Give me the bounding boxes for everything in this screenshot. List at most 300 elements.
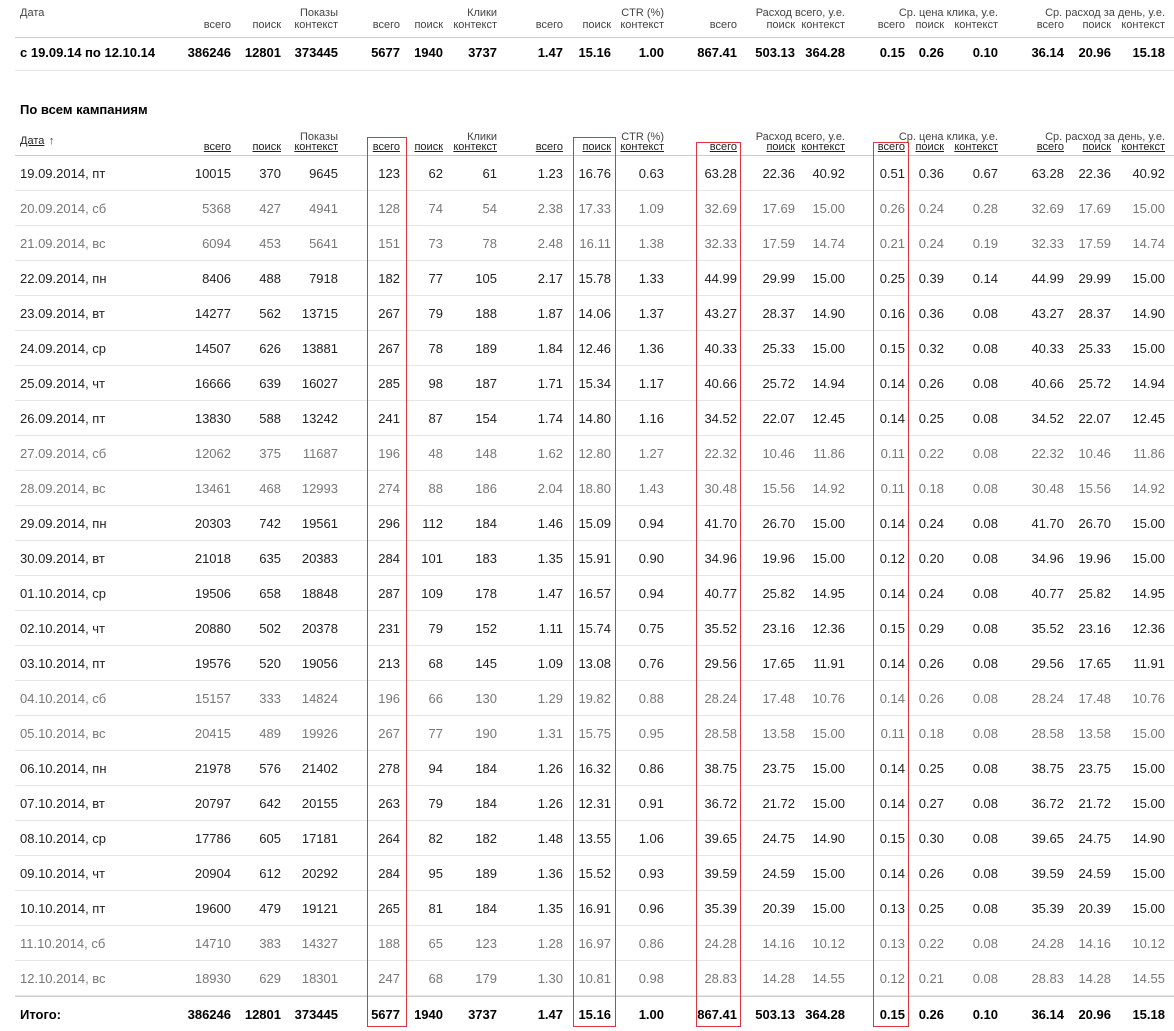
cell-clicks-context: 145 — [475, 656, 497, 671]
cell-clicks-context: 178 — [475, 586, 497, 601]
cell-cpc-context: 0.08 — [972, 516, 998, 531]
cell-spend-context: 14.92 — [812, 481, 845, 496]
cell-cpc-total: 0.13 — [879, 901, 905, 916]
row-date: 28.09.2014, вс — [20, 481, 106, 496]
cell-ctr-total: 1.46 — [537, 516, 563, 531]
cell-spend-context: 14.95 — [812, 586, 845, 601]
cell-cpc-context: 0.67 — [972, 166, 998, 181]
cell-clicks-total: 287 — [378, 586, 400, 601]
cell-clicks-total: 231 — [378, 621, 400, 636]
cell-clicks-context: 189 — [475, 866, 497, 881]
row-date: 10.10.2014, пт — [20, 901, 106, 916]
cell-daily-context: 11.91 — [1133, 656, 1165, 671]
cell-spend-search: 28.37 — [762, 306, 795, 321]
cell-ctr-total: 1.36 — [537, 866, 563, 881]
total-daily-search: 20.96 — [1078, 1007, 1111, 1022]
cell-cpc-search: 0.22 — [918, 936, 944, 951]
total-shows-context: 373445 — [294, 1007, 338, 1022]
cell-shows-context: 5641 — [309, 236, 338, 251]
cell-ctr-total: 1.26 — [537, 761, 563, 776]
cell-daily-total: 63.28 — [1031, 166, 1064, 181]
cell-spend-total: 38.75 — [704, 761, 737, 776]
cell-cpc-total: 0.14 — [879, 796, 905, 811]
cell-clicks-search: 79 — [428, 796, 443, 811]
subheader-clicks-context: контекст — [453, 19, 497, 31]
cell-clicks-search: 68 — [428, 656, 443, 671]
cell-daily-total: 22.32 — [1031, 446, 1064, 461]
cell-ctr-context: 1.27 — [638, 446, 664, 461]
summary-shows-total: 386246 — [187, 45, 231, 60]
subheader-clicks-total[interactable]: всего — [372, 141, 400, 153]
total-daily-total: 36.14 — [1031, 1007, 1064, 1022]
cell-clicks-search: 101 — [421, 551, 443, 566]
cell-shows-context: 13881 — [301, 341, 338, 356]
cell-ctr-context: 1.38 — [638, 236, 664, 251]
cell-shows-search: 489 — [259, 726, 281, 741]
total-shows-total: 386246 — [187, 1007, 231, 1022]
cell-cpc-total: 0.14 — [879, 376, 905, 391]
subheader-shows-search: поиск — [252, 19, 281, 31]
cell-spend-context: 14.55 — [812, 971, 845, 986]
cell-ctr-search: 14.80 — [578, 411, 611, 426]
cell-ctr-context: 0.93 — [638, 866, 664, 881]
cell-daily-search: 26.70 — [1078, 516, 1111, 531]
cell-shows-total: 21978 — [194, 761, 231, 776]
row-date: 23.09.2014, вт — [20, 306, 105, 321]
cell-daily-search: 17.59 — [1078, 236, 1111, 251]
cell-shows-context: 19926 — [301, 726, 338, 741]
cell-ctr-context: 0.86 — [638, 761, 664, 776]
cell-shows-context: 12993 — [301, 481, 338, 496]
cell-daily-total: 39.59 — [1031, 866, 1064, 881]
cell-spend-search: 29.99 — [762, 271, 795, 286]
cell-clicks-total: 284 — [378, 866, 400, 881]
summary-ctr-total: 1.47 — [537, 45, 563, 60]
cell-spend-total: 28.24 — [704, 691, 737, 706]
cell-clicks-context: 182 — [475, 831, 497, 846]
subheader-cpc-search[interactable]: поиск — [915, 141, 944, 153]
cell-daily-total: 41.70 — [1031, 516, 1064, 531]
cell-shows-search: 453 — [259, 236, 281, 251]
cell-ctr-total: 1.09 — [537, 656, 563, 671]
cell-shows-context: 11687 — [302, 446, 338, 461]
cell-clicks-context: 188 — [475, 306, 497, 321]
cell-ctr-total: 1.28 — [537, 936, 563, 951]
cell-cpc-context: 0.08 — [972, 411, 998, 426]
subheader-spend-context[interactable]: контекст — [801, 141, 845, 153]
summary-shows-header: Показы — [299, 7, 338, 19]
cell-clicks-search: 68 — [428, 971, 443, 986]
cell-ctr-context: 1.09 — [638, 201, 664, 216]
cell-shows-context: 7918 — [309, 271, 338, 286]
cell-cpc-total: 0.15 — [879, 341, 905, 356]
subheader-clicks-search[interactable]: поиск — [414, 141, 443, 153]
cell-daily-search: 24.59 — [1078, 866, 1111, 881]
cell-spend-total: 44.99 — [704, 271, 737, 286]
cell-cpc-context: 0.08 — [972, 971, 998, 986]
cell-cpc-search: 0.26 — [918, 656, 944, 671]
cell-cpc-total: 0.13 — [879, 936, 905, 951]
highlight-cpc-total — [873, 142, 909, 1027]
date-sort-link[interactable]: Дата — [20, 135, 45, 147]
cell-spend-search: 26.70 — [762, 516, 795, 531]
cell-clicks-search: 88 — [428, 481, 443, 496]
cell-clicks-search: 77 — [428, 271, 443, 286]
cell-daily-search: 23.75 — [1078, 761, 1111, 776]
cell-cpc-total: 0.12 — [879, 971, 905, 986]
cell-clicks-total: 123 — [378, 166, 400, 181]
cell-ctr-context: 0.94 — [638, 586, 664, 601]
cell-clicks-context: 183 — [475, 551, 497, 566]
cell-shows-context: 19121 — [301, 901, 338, 916]
cell-ctr-total: 1.30 — [537, 971, 563, 986]
cell-spend-total: 22.32 — [704, 446, 737, 461]
cell-daily-context: 14.95 — [1132, 586, 1165, 601]
subheader-shows-context[interactable]: контекст — [294, 141, 338, 153]
cell-clicks-total: 284 — [378, 551, 400, 566]
cell-shows-search: 639 — [259, 376, 281, 391]
row-date: 27.09.2014, сб — [20, 446, 107, 461]
cell-shows-search: 370 — [259, 166, 281, 181]
row-date: 26.09.2014, пт — [20, 411, 106, 426]
cell-ctr-search: 16.11 — [579, 236, 611, 251]
cell-ctr-context: 0.96 — [638, 901, 664, 916]
cell-ctr-total: 1.31 — [537, 726, 563, 741]
subheader-daily-search: поиск — [1082, 19, 1111, 31]
summary-spend-search: 503.13 — [755, 45, 795, 60]
cell-shows-context: 20378 — [301, 621, 338, 636]
cell-cpc-context: 0.08 — [972, 901, 998, 916]
cell-clicks-total: 151 — [378, 236, 400, 251]
cell-ctr-total: 1.62 — [537, 446, 563, 461]
total-clicks-context: 3737 — [468, 1007, 497, 1022]
cell-daily-total: 29.56 — [1031, 656, 1064, 671]
cell-daily-context: 15.00 — [1132, 201, 1165, 216]
cell-daily-total: 34.52 — [1031, 411, 1064, 426]
total-shows-search: 12801 — [244, 1007, 281, 1022]
cell-shows-search: 629 — [259, 971, 281, 986]
cell-clicks-total: 196 — [378, 446, 400, 461]
cell-cpc-search: 0.26 — [918, 376, 944, 391]
cell-cpc-context: 0.19 — [972, 236, 998, 251]
cell-ctr-total: 1.47 — [537, 586, 563, 601]
cell-spend-search: 17.59 — [762, 236, 795, 251]
cell-shows-context: 4941 — [309, 201, 338, 216]
subheader-cpc-search: поиск — [915, 19, 944, 31]
sort-arrow-icon: ↑ — [48, 135, 55, 147]
cell-cpc-search: 0.30 — [918, 831, 944, 846]
cell-spend-search: 19.96 — [762, 551, 795, 566]
cell-daily-context: 12.36 — [1132, 621, 1165, 636]
cell-daily-total: 36.72 — [1031, 796, 1064, 811]
cell-daily-context: 14.94 — [1132, 376, 1165, 391]
cell-ctr-total: 1.71 — [537, 376, 563, 391]
cell-daily-search: 25.82 — [1078, 586, 1111, 601]
cell-cpc-search: 0.25 — [918, 411, 944, 426]
total-label: Итого: — [20, 1007, 61, 1022]
cell-ctr-total: 2.04 — [537, 481, 563, 496]
cell-ctr-search: 10.81 — [578, 971, 611, 986]
cell-cpc-search: 0.27 — [918, 796, 944, 811]
cell-shows-search: 383 — [259, 936, 281, 951]
cell-ctr-search: 15.78 — [578, 271, 611, 286]
summary-clicks-search: 1940 — [414, 45, 443, 60]
cell-shows-search: 502 — [259, 621, 281, 636]
subheader-clicks-search: поиск — [414, 19, 443, 31]
cell-daily-total: 30.48 — [1031, 481, 1064, 496]
subheader-daily-total: всего — [1036, 19, 1064, 31]
cell-cpc-search: 0.18 — [918, 726, 944, 741]
summary-ctr-context: 1.00 — [638, 45, 664, 60]
cell-spend-total: 24.28 — [704, 936, 737, 951]
cell-cpc-search: 0.32 — [918, 341, 944, 356]
cell-daily-search: 17.65 — [1078, 656, 1111, 671]
cell-clicks-search: 62 — [428, 166, 443, 181]
subheader-shows-total: всего — [203, 19, 231, 31]
row-date: 12.10.2014, вс — [20, 971, 106, 986]
cell-spend-search: 20.39 — [762, 901, 795, 916]
cell-clicks-search: 74 — [428, 201, 443, 216]
cell-cpc-total: 0.26 — [879, 201, 905, 216]
total-clicks-total: 5677 — [371, 1007, 400, 1022]
cell-cpc-search: 0.25 — [918, 901, 944, 916]
subheader-ctr-search[interactable]: поиск — [582, 141, 611, 153]
cell-ctr-search: 15.34 — [578, 376, 611, 391]
cell-shows-search: 479 — [259, 901, 281, 916]
cell-shows-search: 488 — [259, 271, 281, 286]
cell-cpc-total: 0.15 — [879, 621, 905, 636]
ctr-header: CTR (%) — [621, 131, 664, 143]
cell-spend-context: 15.00 — [812, 866, 845, 881]
cell-clicks-total: 296 — [378, 516, 400, 531]
cell-shows-total: 10015 — [194, 166, 231, 181]
cell-shows-total: 20880 — [194, 621, 231, 636]
subheader-daily-total[interactable]: всего — [1036, 141, 1064, 153]
subheader-shows-total[interactable]: всего — [203, 141, 231, 153]
row-date: 29.09.2014, пн — [20, 516, 107, 531]
cell-spend-search: 24.59 — [762, 866, 795, 881]
cell-cpc-total: 0.16 — [879, 306, 905, 321]
cell-ctr-context: 0.86 — [638, 936, 664, 951]
subheader-ctr-total[interactable]: всего — [535, 141, 563, 153]
cell-ctr-context: 1.17 — [638, 376, 664, 391]
cell-daily-total: 34.96 — [1031, 551, 1064, 566]
cell-ctr-search: 15.75 — [578, 726, 611, 741]
cell-clicks-context: 78 — [482, 236, 497, 251]
row-date: 03.10.2014, пт — [20, 656, 106, 671]
cell-ctr-search: 15.52 — [578, 866, 611, 881]
cell-clicks-context: 190 — [475, 726, 497, 741]
total-daily-context: 15.18 — [1132, 1007, 1165, 1022]
cell-cpc-context: 0.08 — [972, 691, 998, 706]
cell-spend-context: 40.92 — [812, 166, 845, 181]
cell-shows-search: 468 — [259, 481, 281, 496]
total-spend-context: 364.28 — [805, 1007, 845, 1022]
cell-clicks-search: 109 — [421, 586, 443, 601]
cell-cpc-context: 0.08 — [972, 936, 998, 951]
cell-daily-total: 43.27 — [1031, 306, 1064, 321]
cell-daily-search: 25.33 — [1078, 341, 1111, 356]
cell-ctr-total: 2.38 — [537, 201, 563, 216]
cell-clicks-search: 48 — [428, 446, 443, 461]
cell-cpc-total: 0.11 — [880, 481, 905, 496]
total-spend-total: 867.41 — [697, 1007, 737, 1022]
cell-clicks-total: 213 — [378, 656, 400, 671]
cell-ctr-context: 0.75 — [638, 621, 664, 636]
summary-ctr-search: 15.16 — [578, 45, 611, 60]
summary-shows-context: 373445 — [294, 45, 338, 60]
cell-cpc-search: 0.18 — [918, 481, 944, 496]
cell-spend-context: 15.00 — [812, 201, 845, 216]
subheader-spend-search[interactable]: поиск — [766, 141, 795, 153]
total-clicks-search: 1940 — [414, 1007, 443, 1022]
cell-cpc-context: 0.08 — [972, 796, 998, 811]
cpc-header: Ср. цена клика, у.е. — [898, 131, 998, 143]
cell-cpc-total: 0.11 — [880, 726, 905, 741]
cell-shows-context: 13715 — [301, 306, 338, 321]
shows-header: Показы — [299, 131, 338, 143]
cell-clicks-total: 263 — [378, 796, 400, 811]
cell-daily-search: 25.72 — [1078, 376, 1111, 391]
cell-shows-total: 20415 — [194, 726, 231, 741]
cell-spend-search: 22.07 — [762, 411, 795, 426]
cell-shows-search: 742 — [259, 516, 281, 531]
subheader-ctr-context[interactable]: контекст — [620, 141, 664, 153]
cell-daily-search: 13.58 — [1078, 726, 1111, 741]
subheader-daily-search[interactable]: поиск — [1082, 141, 1111, 153]
cell-daily-total: 32.69 — [1031, 201, 1064, 216]
summary-daily-header: Ср. расход за день, у.е. — [1045, 7, 1165, 19]
cell-cpc-total: 0.14 — [879, 866, 905, 881]
total-cpc-total: 0.15 — [879, 1007, 905, 1022]
cell-clicks-search: 82 — [428, 831, 443, 846]
subheader-spend-context: контекст — [801, 19, 845, 31]
cell-daily-search: 23.16 — [1078, 621, 1111, 636]
cell-ctr-context: 0.94 — [638, 516, 664, 531]
cell-daily-total: 40.66 — [1031, 376, 1064, 391]
cell-spend-total: 30.48 — [704, 481, 737, 496]
cell-daily-search: 22.36 — [1078, 166, 1111, 181]
summary-daily-search: 20.96 — [1078, 45, 1111, 60]
subheader-cpc-total[interactable]: всего — [877, 141, 905, 153]
cell-clicks-context: 184 — [475, 796, 497, 811]
subheader-cpc-context[interactable]: контекст — [954, 141, 998, 153]
summary-divider-bottom — [15, 70, 1174, 71]
cell-shows-context: 20383 — [301, 551, 338, 566]
cell-cpc-search: 0.24 — [918, 236, 944, 251]
subheader-daily-context[interactable]: контекст — [1121, 141, 1165, 153]
row-date: 08.10.2014, ср — [20, 831, 107, 846]
cell-clicks-total: 285 — [378, 376, 400, 391]
cell-shows-search: 635 — [259, 551, 281, 566]
cell-spend-total: 28.58 — [704, 726, 737, 741]
cell-cpc-search: 0.26 — [918, 866, 944, 881]
subheader-shows-search[interactable]: поиск — [252, 141, 281, 153]
cell-spend-search: 10.46 — [762, 446, 795, 461]
subheader-spend-total[interactable]: всего — [709, 141, 737, 153]
cell-daily-search: 22.07 — [1078, 411, 1111, 426]
cell-shows-search: 642 — [259, 796, 281, 811]
cell-ctr-total: 1.29 — [537, 691, 563, 706]
cell-spend-total: 43.27 — [704, 306, 737, 321]
cell-shows-search: 612 — [259, 866, 281, 881]
cell-spend-search: 23.75 — [762, 761, 795, 776]
cell-shows-total: 14507 — [194, 341, 231, 356]
highlight-clicks-total — [367, 137, 407, 1027]
row-date: 09.10.2014, чт — [20, 866, 106, 881]
summary-date-header: Дата — [20, 7, 45, 19]
cell-spend-context: 11.86 — [813, 446, 845, 461]
cell-spend-search: 13.58 — [762, 726, 795, 741]
subheader-shows-context: контекст — [294, 19, 338, 31]
cell-ctr-search: 15.09 — [578, 516, 611, 531]
cell-ctr-total: 1.87 — [537, 306, 563, 321]
cell-shows-total: 12062 — [194, 446, 231, 461]
row-date: 25.09.2014, чт — [20, 376, 106, 391]
cell-ctr-context: 0.95 — [638, 726, 664, 741]
cell-spend-context: 15.00 — [812, 516, 845, 531]
cell-daily-context: 11.86 — [1133, 446, 1165, 461]
cell-ctr-total: 1.11 — [538, 621, 563, 636]
cell-clicks-context: 184 — [475, 761, 497, 776]
cell-clicks-total: 274 — [378, 481, 400, 496]
subheader-cpc-context: контекст — [954, 19, 998, 31]
cell-daily-search: 19.96 — [1078, 551, 1111, 566]
cell-spend-context: 15.00 — [812, 271, 845, 286]
cell-spend-total: 36.72 — [704, 796, 737, 811]
highlight-ctr-search — [573, 137, 616, 1027]
cell-daily-search: 15.56 — [1078, 481, 1111, 496]
cell-clicks-total: 267 — [378, 341, 400, 356]
subheader-clicks-context[interactable]: контекст — [453, 141, 497, 153]
cell-shows-total: 13830 — [194, 411, 231, 426]
cell-spend-total: 29.56 — [704, 656, 737, 671]
cell-clicks-search: 87 — [428, 411, 443, 426]
cell-clicks-context: 54 — [482, 201, 497, 216]
cell-ctr-search: 16.76 — [578, 166, 611, 181]
cell-spend-total: 39.59 — [704, 866, 737, 881]
cell-clicks-total: 128 — [378, 201, 400, 216]
cell-daily-context: 14.92 — [1132, 481, 1165, 496]
cell-clicks-total: 241 — [378, 411, 400, 426]
cell-cpc-total: 0.14 — [879, 656, 905, 671]
cell-clicks-context: 123 — [475, 936, 497, 951]
cell-daily-total: 24.28 — [1031, 936, 1064, 951]
cell-shows-total: 14710 — [194, 936, 231, 951]
cell-shows-context: 14327 — [301, 936, 338, 951]
cell-clicks-total: 264 — [378, 831, 400, 846]
cell-ctr-search: 13.55 — [578, 831, 611, 846]
cell-daily-search: 14.16 — [1078, 936, 1111, 951]
cell-daily-context: 15.00 — [1132, 796, 1165, 811]
cell-daily-total: 28.58 — [1031, 726, 1064, 741]
cell-daily-total: 39.65 — [1031, 831, 1064, 846]
summary-cpc-context: 0.10 — [972, 45, 998, 60]
cell-daily-search: 20.39 — [1078, 901, 1111, 916]
cell-ctr-context: 1.36 — [638, 341, 664, 356]
cell-spend-search: 25.33 — [762, 341, 795, 356]
cell-clicks-context: 184 — [475, 516, 497, 531]
cell-ctr-total: 1.35 — [537, 901, 563, 916]
cell-spend-search: 25.72 — [762, 376, 795, 391]
cell-cpc-context: 0.08 — [972, 761, 998, 776]
date-column-header[interactable] — [20, 131, 54, 149]
cell-ctr-context: 0.90 — [638, 551, 664, 566]
total-ctr-context: 1.00 — [638, 1007, 664, 1022]
cell-daily-context: 14.90 — [1132, 306, 1165, 321]
cell-daily-total: 35.39 — [1031, 901, 1064, 916]
cell-spend-total: 34.52 — [704, 411, 737, 426]
